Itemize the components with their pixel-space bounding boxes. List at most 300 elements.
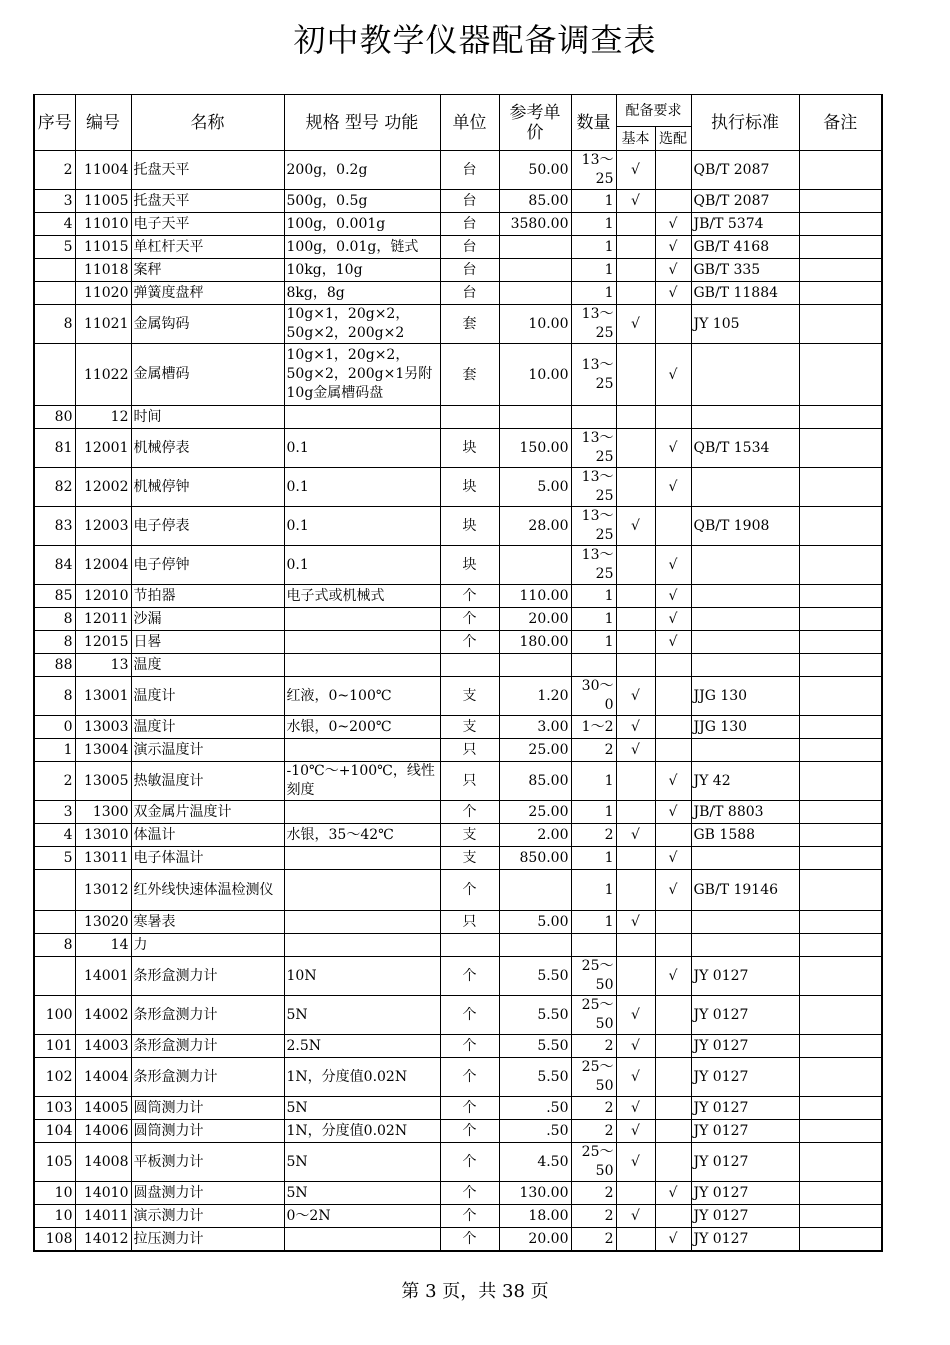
- row-unit: 台: [440, 190, 499, 213]
- row-remark: [799, 1058, 882, 1097]
- row-name: 力: [131, 934, 284, 957]
- row-remark: [799, 305, 882, 344]
- row-optional-check: [655, 824, 691, 847]
- row-code: 13004: [75, 739, 131, 762]
- row-qty: 13～25: [571, 546, 616, 585]
- row-name: 红外线快速体温检测仪: [131, 870, 284, 911]
- row-price: 2.00: [499, 824, 571, 847]
- table-row: [34, 406, 882, 429]
- row-unit: 支: [440, 847, 499, 870]
- row-unit: 个: [440, 1120, 499, 1143]
- row-unit: 个: [440, 870, 499, 911]
- row-standard: JB/T 5374: [691, 213, 799, 236]
- row-qty: [571, 654, 616, 677]
- row-optional-check: [655, 1205, 691, 1228]
- header-unit: 单位: [440, 95, 499, 151]
- row-basic-check: √: [616, 716, 655, 739]
- row-code: 11020: [75, 282, 131, 305]
- row-seq: [34, 344, 75, 406]
- row-qty: 1: [571, 870, 616, 911]
- row-standard: JY 0127: [691, 996, 799, 1035]
- row-optional-check: [655, 1097, 691, 1120]
- row-qty: 13～25: [571, 507, 616, 546]
- row-seq: 4: [34, 213, 75, 236]
- row-standard: GB/T 335: [691, 259, 799, 282]
- row-qty: 1: [571, 259, 616, 282]
- row-unit: 个: [440, 801, 499, 824]
- row-unit: 块: [440, 429, 499, 468]
- row-seq: 2: [34, 151, 75, 190]
- row-qty: 25～50: [571, 1143, 616, 1182]
- row-seq: 3: [34, 801, 75, 824]
- table-row: [34, 213, 882, 236]
- row-price: 50.00: [499, 151, 571, 190]
- row-name: 电子停钟: [131, 546, 284, 585]
- row-remark: [799, 1182, 882, 1205]
- table-row: [34, 1058, 882, 1097]
- row-standard: GB/T 11884: [691, 282, 799, 305]
- row-name: 双金属片温度计: [131, 801, 284, 824]
- row-basic-check: [616, 631, 655, 654]
- row-seq: 102: [34, 1058, 75, 1097]
- row-price: 5.50: [499, 1035, 571, 1058]
- row-qty: 2: [571, 824, 616, 847]
- table-row: [34, 996, 882, 1035]
- row-unit: 个: [440, 1205, 499, 1228]
- table-row: [34, 585, 882, 608]
- row-spec: 0～2N: [284, 1205, 440, 1228]
- row-optional-check: [655, 151, 691, 190]
- table-row: [34, 824, 882, 847]
- header-seq: 序号: [34, 95, 75, 151]
- row-name: 温度计: [131, 677, 284, 716]
- row-remark: [799, 677, 882, 716]
- table-row: [34, 911, 882, 934]
- row-basic-check: [616, 1228, 655, 1251]
- row-code: 12: [75, 406, 131, 429]
- row-optional-check: √: [655, 546, 691, 585]
- row-unit: 只: [440, 762, 499, 801]
- header-price: 参考单价: [499, 95, 571, 151]
- row-basic-check: √: [616, 677, 655, 716]
- row-name: 沙漏: [131, 608, 284, 631]
- row-qty: 13～25: [571, 305, 616, 344]
- row-seq: 8: [34, 631, 75, 654]
- row-code: 12010: [75, 585, 131, 608]
- table-row: [34, 847, 882, 870]
- row-qty: 25～50: [571, 957, 616, 996]
- row-unit: 台: [440, 213, 499, 236]
- row-optional-check: [655, 305, 691, 344]
- row-qty: 13～25: [571, 429, 616, 468]
- row-remark: [799, 236, 882, 259]
- row-seq: [34, 911, 75, 934]
- row-basic-check: [616, 429, 655, 468]
- row-unit: 个: [440, 608, 499, 631]
- row-optional-check: [655, 1120, 691, 1143]
- row-remark: [799, 934, 882, 957]
- row-unit: [440, 654, 499, 677]
- row-qty: 1: [571, 585, 616, 608]
- header-name: 名称: [131, 95, 284, 151]
- row-standard: JY 105: [691, 305, 799, 344]
- row-seq: 10: [34, 1205, 75, 1228]
- row-spec: 8kg，8g: [284, 282, 440, 305]
- row-name: 日晷: [131, 631, 284, 654]
- row-basic-check: [616, 546, 655, 585]
- row-basic-check: √: [616, 996, 655, 1035]
- row-seq: 103: [34, 1097, 75, 1120]
- row-code: 13003: [75, 716, 131, 739]
- row-remark: [799, 507, 882, 546]
- row-standard: JY 0127: [691, 1205, 799, 1228]
- row-seq: 80: [34, 406, 75, 429]
- row-spec: 0.1: [284, 546, 440, 585]
- row-qty: 13～25: [571, 344, 616, 406]
- row-spec: 红液，0~100℃: [284, 677, 440, 716]
- row-basic-check: √: [616, 1205, 655, 1228]
- row-unit: [440, 934, 499, 957]
- row-code: 12004: [75, 546, 131, 585]
- row-optional-check: √: [655, 870, 691, 911]
- row-remark: [799, 429, 882, 468]
- row-code: 11015: [75, 236, 131, 259]
- row-remark: [799, 739, 882, 762]
- row-qty: 1: [571, 213, 616, 236]
- row-seq: [34, 957, 75, 996]
- row-price: .50: [499, 1097, 571, 1120]
- row-remark: [799, 344, 882, 406]
- row-spec: 10N: [284, 957, 440, 996]
- row-qty: 1: [571, 631, 616, 654]
- row-optional-check: [655, 654, 691, 677]
- row-seq: 2: [34, 762, 75, 801]
- row-code: 11018: [75, 259, 131, 282]
- row-optional-check: √: [655, 631, 691, 654]
- row-price: 20.00: [499, 1228, 571, 1251]
- row-remark: [799, 1035, 882, 1058]
- row-optional-check: [655, 507, 691, 546]
- table-row: [34, 870, 882, 911]
- row-code: 11021: [75, 305, 131, 344]
- row-remark: [799, 762, 882, 801]
- row-remark: [799, 631, 882, 654]
- row-optional-check: √: [655, 957, 691, 996]
- row-price: 3.00: [499, 716, 571, 739]
- row-optional-check: √: [655, 236, 691, 259]
- row-optional-check: √: [655, 585, 691, 608]
- row-name: 机械停表: [131, 429, 284, 468]
- row-unit: 个: [440, 996, 499, 1035]
- row-remark: [799, 406, 882, 429]
- row-name: 金属槽码: [131, 344, 284, 406]
- row-price: 25.00: [499, 801, 571, 824]
- row-basic-check: [616, 282, 655, 305]
- row-seq: 82: [34, 468, 75, 507]
- table-row: [34, 1228, 882, 1251]
- row-code: 12011: [75, 608, 131, 631]
- row-price: 130.00: [499, 1182, 571, 1205]
- row-name: 条形盒测力计: [131, 996, 284, 1035]
- row-basic-check: [616, 344, 655, 406]
- row-basic-check: [616, 259, 655, 282]
- row-code: 11010: [75, 213, 131, 236]
- header-standard: 执行标准: [691, 95, 799, 151]
- row-spec: [284, 801, 440, 824]
- row-qty: 1: [571, 847, 616, 870]
- row-qty: 1: [571, 608, 616, 631]
- row-standard: [691, 585, 799, 608]
- table-row: [34, 1205, 882, 1228]
- row-unit: 只: [440, 911, 499, 934]
- row-code: 13001: [75, 677, 131, 716]
- row-price: 850.00: [499, 847, 571, 870]
- row-optional-check: √: [655, 344, 691, 406]
- row-seq: 104: [34, 1120, 75, 1143]
- row-basic-check: [616, 957, 655, 996]
- row-name: 平板测力计: [131, 1143, 284, 1182]
- row-seq: 108: [34, 1228, 75, 1251]
- row-name: 托盘天平: [131, 190, 284, 213]
- row-standard: [691, 631, 799, 654]
- table-row: [34, 282, 882, 305]
- row-unit: 块: [440, 507, 499, 546]
- table-row: [34, 1120, 882, 1143]
- row-optional-check: [655, 739, 691, 762]
- row-spec: [284, 1228, 440, 1251]
- row-spec: [284, 870, 440, 911]
- row-seq: 81: [34, 429, 75, 468]
- row-seq: 8: [34, 934, 75, 957]
- row-seq: 0: [34, 716, 75, 739]
- row-optional-check: √: [655, 847, 691, 870]
- row-qty: 1: [571, 190, 616, 213]
- row-name: 节拍器: [131, 585, 284, 608]
- row-spec: 2.5N: [284, 1035, 440, 1058]
- row-unit: [440, 406, 499, 429]
- row-seq: 3: [34, 190, 75, 213]
- row-remark: [799, 716, 882, 739]
- row-name: 条形盒测力计: [131, 957, 284, 996]
- header-optional: 选配: [655, 127, 691, 151]
- row-remark: [799, 1097, 882, 1120]
- row-optional-check: √: [655, 801, 691, 824]
- row-unit: 个: [440, 1182, 499, 1205]
- row-unit: 支: [440, 824, 499, 847]
- row-name: 温度计: [131, 716, 284, 739]
- row-standard: [691, 739, 799, 762]
- row-code: 13020: [75, 911, 131, 934]
- row-remark: [799, 151, 882, 190]
- row-optional-check: [655, 190, 691, 213]
- row-spec: 电子式或机械式: [284, 585, 440, 608]
- row-qty: [571, 406, 616, 429]
- row-code: 13011: [75, 847, 131, 870]
- row-seq: [34, 282, 75, 305]
- row-code: 13012: [75, 870, 131, 911]
- row-seq: 84: [34, 546, 75, 585]
- row-standard: JJG 130: [691, 677, 799, 716]
- row-price: 20.00: [499, 608, 571, 631]
- row-unit: 套: [440, 344, 499, 406]
- row-name: 条形盒测力计: [131, 1058, 284, 1097]
- row-name: 时间: [131, 406, 284, 429]
- row-spec: [284, 934, 440, 957]
- row-standard: GB 1588: [691, 824, 799, 847]
- row-qty: 2: [571, 739, 616, 762]
- row-basic-check: √: [616, 507, 655, 546]
- row-standard: [691, 934, 799, 957]
- row-seq: 8: [34, 305, 75, 344]
- row-basic-check: [616, 762, 655, 801]
- row-standard: JY 0127: [691, 1035, 799, 1058]
- row-standard: JY 0127: [691, 957, 799, 996]
- row-standard: GB/T 19146: [691, 870, 799, 911]
- row-price: 18.00: [499, 1205, 571, 1228]
- table-row: [34, 151, 882, 190]
- row-spec: 1N，分度值0.02N: [284, 1120, 440, 1143]
- row-price: [499, 406, 571, 429]
- row-name: 圆盘测力计: [131, 1182, 284, 1205]
- row-code: 12001: [75, 429, 131, 468]
- row-remark: [799, 957, 882, 996]
- row-remark: [799, 996, 882, 1035]
- row-standard: JJG 130: [691, 716, 799, 739]
- table-row: [34, 259, 882, 282]
- row-standard: JY 0127: [691, 1058, 799, 1097]
- row-price: 85.00: [499, 762, 571, 801]
- row-remark: [799, 654, 882, 677]
- row-spec: 0.1: [284, 468, 440, 507]
- row-seq: 85: [34, 585, 75, 608]
- row-code: 11022: [75, 344, 131, 406]
- row-remark: [799, 1120, 882, 1143]
- row-name: 电子天平: [131, 213, 284, 236]
- table-row: [34, 507, 882, 546]
- row-spec: -10℃～+100℃，线性刻度: [284, 762, 440, 801]
- row-basic-check: √: [616, 305, 655, 344]
- table-row: [34, 1035, 882, 1058]
- row-spec: 5N: [284, 1097, 440, 1120]
- row-optional-check: √: [655, 213, 691, 236]
- row-price: 85.00: [499, 190, 571, 213]
- table-row: [34, 957, 882, 996]
- table-row: [34, 608, 882, 631]
- row-basic-check: [616, 654, 655, 677]
- row-name: 热敏温度计: [131, 762, 284, 801]
- row-optional-check: [655, 911, 691, 934]
- row-basic-check: [616, 801, 655, 824]
- row-spec: [284, 654, 440, 677]
- row-spec: [284, 739, 440, 762]
- row-name: 温度: [131, 654, 284, 677]
- header-requirement: 配备要求: [616, 95, 691, 127]
- row-unit: 台: [440, 151, 499, 190]
- row-price: 1.20: [499, 677, 571, 716]
- row-remark: [799, 546, 882, 585]
- row-code: 1300: [75, 801, 131, 824]
- row-qty: 2: [571, 1182, 616, 1205]
- row-price: 180.00: [499, 631, 571, 654]
- row-seq: 5: [34, 236, 75, 259]
- table-row: [34, 305, 882, 344]
- table-body: [34, 151, 882, 1251]
- row-code: 14011: [75, 1205, 131, 1228]
- row-seq: 100: [34, 996, 75, 1035]
- row-qty: 2: [571, 1097, 616, 1120]
- row-unit: 个: [440, 631, 499, 654]
- row-code: 12015: [75, 631, 131, 654]
- row-basic-check: √: [616, 190, 655, 213]
- table-row: [34, 546, 882, 585]
- row-qty: 13～25: [571, 151, 616, 190]
- row-unit: 台: [440, 282, 499, 305]
- row-standard: QB/T 1534: [691, 429, 799, 468]
- table-row: [34, 801, 882, 824]
- row-name: 电子体温计: [131, 847, 284, 870]
- row-price: [499, 259, 571, 282]
- row-remark: [799, 824, 882, 847]
- row-price: 5.50: [499, 957, 571, 996]
- row-spec: [284, 608, 440, 631]
- row-basic-check: √: [616, 1143, 655, 1182]
- row-basic-check: [616, 847, 655, 870]
- row-name: 托盘天平: [131, 151, 284, 190]
- row-basic-check: [616, 236, 655, 259]
- header-spec: 规格 型号 功能: [284, 95, 440, 151]
- table-row: [34, 654, 882, 677]
- row-price: 5.50: [499, 996, 571, 1035]
- row-optional-check: [655, 996, 691, 1035]
- row-standard: [691, 406, 799, 429]
- row-seq: 88: [34, 654, 75, 677]
- row-code: 14004: [75, 1058, 131, 1097]
- row-remark: [799, 190, 882, 213]
- row-spec: 5N: [284, 1182, 440, 1205]
- row-unit: 个: [440, 1035, 499, 1058]
- row-optional-check: [655, 934, 691, 957]
- table-row: [34, 190, 882, 213]
- row-code: 11004: [75, 151, 131, 190]
- row-optional-check: √: [655, 1228, 691, 1251]
- row-standard: GB/T 4168: [691, 236, 799, 259]
- row-optional-check: √: [655, 608, 691, 631]
- row-basic-check: [616, 468, 655, 507]
- row-name: 条形盒测力计: [131, 1035, 284, 1058]
- row-price: 5.00: [499, 468, 571, 507]
- row-seq: 5: [34, 847, 75, 870]
- row-spec: 100g，0.01g，链式: [284, 236, 440, 259]
- row-code: 13010: [75, 824, 131, 847]
- row-optional-check: √: [655, 762, 691, 801]
- equipment-table: [33, 94, 883, 1252]
- row-qty: 2: [571, 1035, 616, 1058]
- row-code: 14001: [75, 957, 131, 996]
- row-basic-check: √: [616, 1097, 655, 1120]
- row-standard: JB/T 8803: [691, 801, 799, 824]
- row-standard: [691, 847, 799, 870]
- row-optional-check: [655, 1143, 691, 1182]
- row-spec: 10g×1，20g×2，50g×2，200g×2: [284, 305, 440, 344]
- row-unit: 个: [440, 1097, 499, 1120]
- header-basic: 基本: [616, 127, 655, 151]
- row-seq: 83: [34, 507, 75, 546]
- row-basic-check: √: [616, 911, 655, 934]
- row-code: 14010: [75, 1182, 131, 1205]
- row-basic-check: [616, 608, 655, 631]
- row-qty: 13～25: [571, 468, 616, 507]
- row-seq: 4: [34, 824, 75, 847]
